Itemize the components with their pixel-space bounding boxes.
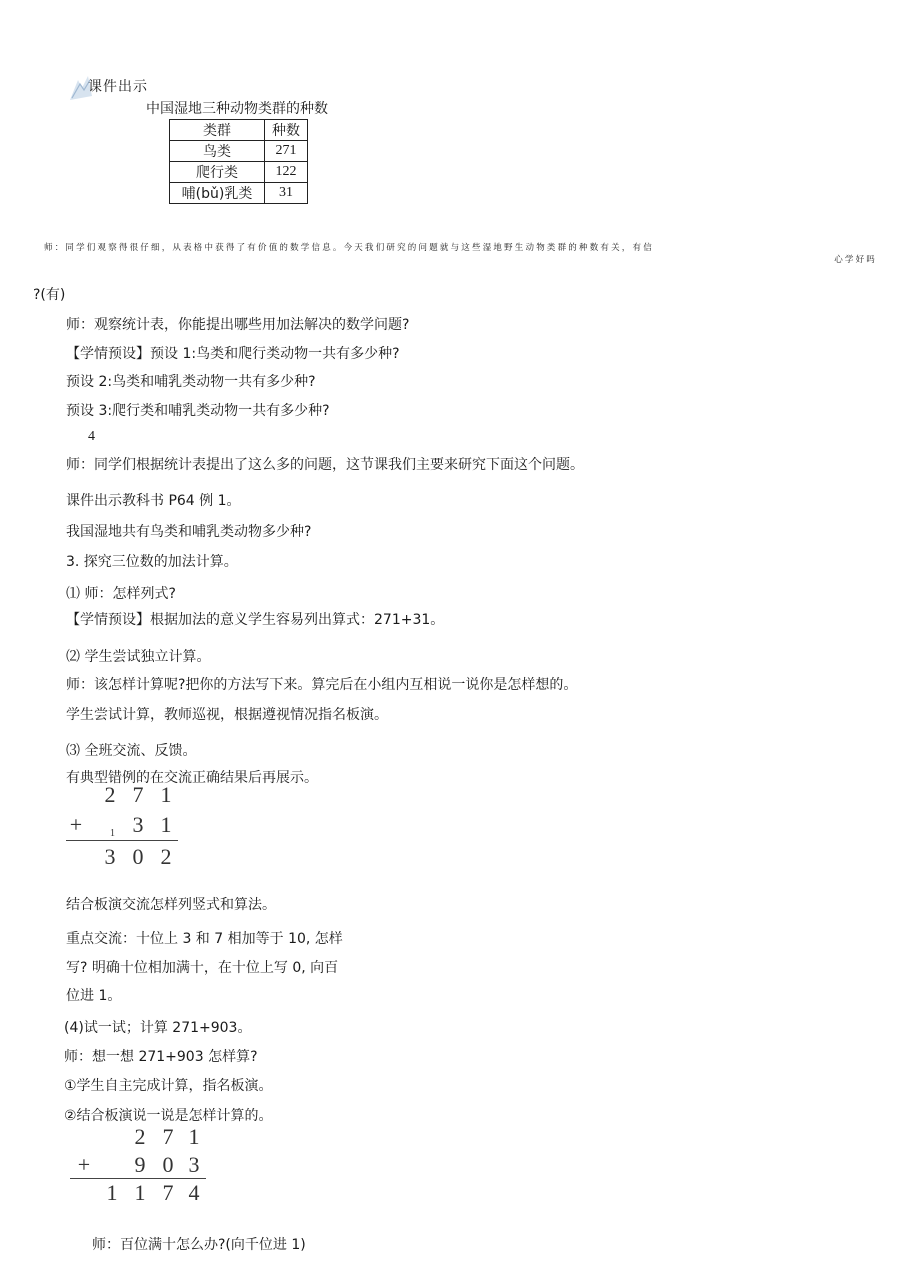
section-heading: 3. 探究三位数的加法计算。: [66, 554, 238, 570]
calc-rule: [66, 840, 178, 841]
table-cell: 122: [265, 162, 308, 183]
paragraph: 【学情预设】根据加法的意义学生容易列出算式：271+31。: [66, 612, 445, 628]
paragraph: 写? 明确十位相加满十，在十位上写 0, 向百: [66, 960, 339, 976]
paragraph: ①学生自主完成计算，指名板演。: [64, 1078, 273, 1094]
paragraph: 【学情预设】预设 1:鸟类和爬行类动物一共有多少种?: [66, 346, 400, 362]
calc-rule: [70, 1178, 206, 1179]
table-cell: 爬行类: [170, 162, 265, 183]
paragraph: 预设 3:爬行类和哺乳类动物一共有多少种?: [66, 403, 330, 419]
calc-digit: 1: [106, 1180, 118, 1205]
paragraph: 师：该怎样计算呢?把你的方法写下来。算完后在小组内互相说一说你是怎样想的。: [66, 677, 578, 693]
carry-digit: 1: [110, 828, 115, 839]
calc-digit: 9: [134, 1152, 146, 1177]
calc-digit: 7: [132, 782, 144, 807]
paragraph: ②结合板演说一说是怎样计算的。: [64, 1108, 273, 1124]
calc-digit: 3: [132, 812, 144, 837]
paragraph: 位进 1。: [66, 988, 122, 1004]
paragraph: (4)试一试；计算 271+903。: [64, 1020, 252, 1036]
paragraph: 师：观察统计表，你能提出哪些用加法解决的数学问题?: [66, 317, 410, 333]
paragraph: ⑶ 全班交流、反馈。: [66, 743, 197, 759]
plus-sign: +: [77, 1152, 91, 1177]
plus-sign: +: [69, 812, 83, 837]
small-paragraph-line-2: 心学好吗: [834, 255, 877, 265]
paragraph: 我国湿地共有鸟类和哺乳类动物多少种?: [66, 524, 312, 540]
table-header-row: [170, 120, 308, 141]
table-row: [170, 183, 308, 204]
paragraph: 学生尝试计算，教师巡视，根据遵视情况指名板演。: [66, 707, 388, 723]
paragraph: ⑴ 师：怎样列式?: [66, 586, 176, 602]
calc-digit: 1: [160, 812, 172, 837]
table-cell: 哺(bǔ)乳类: [170, 183, 265, 204]
paragraph: 师：想一想 271+903 怎样算?: [64, 1049, 258, 1065]
paragraph: 师：同学们根据统计表提出了这么多的问题，这节课我们主要来研究下面这个问题。: [66, 457, 584, 473]
calc-digit: 2: [104, 782, 116, 807]
calc-digit: 4: [188, 1180, 200, 1205]
calc-digit: 3: [188, 1152, 200, 1177]
paragraph: 重点交流：十位上 3 和 7 相加等于 10, 怎样: [66, 931, 343, 947]
calc-digit: 0: [162, 1152, 174, 1177]
table-header-cell: 类群: [170, 120, 265, 141]
courseware-label: 课件出示: [88, 79, 148, 95]
paragraph: ?(有): [33, 287, 66, 303]
calc-digit: 1: [160, 782, 172, 807]
table-cell: 鸟类: [170, 141, 265, 162]
page-number: 4: [88, 429, 95, 444]
calc-digit: 0: [132, 844, 144, 869]
table-title: 中国湿地三种动物类群的种数: [146, 101, 328, 117]
paragraph: 结合板演交流怎样列竖式和算法。: [66, 897, 276, 913]
paragraph: 预设 2:鸟类和哺乳类动物一共有多少种?: [66, 374, 316, 390]
calc-digit: 2: [160, 844, 172, 869]
table-cell: 271: [265, 141, 308, 162]
table-row: [170, 141, 308, 162]
vertical-addition-1: [60, 782, 190, 872]
paragraph: ⑵ 学生尝试独立计算。: [66, 649, 211, 665]
small-paragraph-line-1: 师：同学们观察得很仔细，从表格中获得了有价值的数学信息。今天我们研究的问题就与这些湿地野生动物类群的种数有关，有信: [44, 243, 654, 253]
calc-digit: 3: [104, 844, 116, 869]
calc-digit: 1: [134, 1180, 146, 1205]
calc-digit: 7: [162, 1180, 174, 1205]
calc-digit: 2: [134, 1124, 146, 1149]
paragraph: 师：百位满十怎么办?(向千位进 1): [92, 1237, 306, 1253]
table-header-cell: 种数: [265, 120, 308, 141]
paragraph: 有典型错例的在交流正确结果后再展示。: [66, 770, 318, 786]
animal-species-table: [169, 119, 308, 204]
calc-digit: 7: [162, 1124, 174, 1149]
table-row: [170, 162, 308, 183]
vertical-addition-2: [68, 1124, 218, 1208]
paragraph: 课件出示教科书 P64 例 1。: [66, 493, 241, 509]
calc-digit: 1: [188, 1124, 200, 1149]
table-cell: 31: [265, 183, 308, 204]
